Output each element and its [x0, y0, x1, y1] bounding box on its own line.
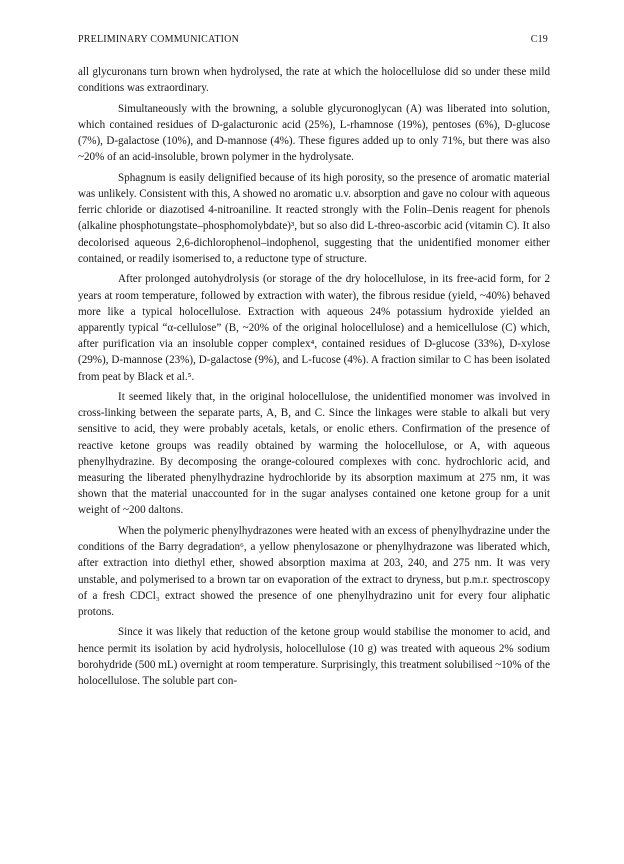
paragraph: It seemed likely that, in the original holocellulose, the unidentified monomer was involved in cross-linking between the separate parts, A, B, and C. Since the linkages were stable to alkali but very sensitive to acid, they were probably acetals, ketals, or enolic ethers. Confirmation of the presence of reactive ketone groups was readily obtained by warming the holocellulose, or A, with aqueous phenylhydrazine. By decomposing the orange-coloured complexes with conc. hydrochloric acid, and measuring the liberated phenylhydrazine hydrochloride by its absorption maximum at 275 nm, it was shown that the material unaccounted for in the sugar analyses contained one ketone group for a unit weight of ~200 daltons. — [78, 391, 550, 517]
paragraph: Sphagnum is easily delignified because of its high porosity, so the presence of aromatic material was unlikely. Consistent with this, A showed no aromatic u.v. absorption and gave no colour with aqueous ferric chloride or diazotised 4-nitroaniline. It reacted strongly with the Folin–Denis reagent for phenols (alkaline phosphotungstate–phosphomolybdate)³, but so also did L-threo-ascorbic acid (vitamin C). It also decolorised aqueous 2,6-dichlorophenol–indophenol, suggesting that the unidentified monomer either contained, or readily isomerised to, a reductone type of structure. — [78, 171, 550, 265]
paragraph: all glycuronans turn brown when hydrolysed, the rate at which the holocellulose did so under these mild conditions was extraordinary. — [78, 66, 550, 95]
page-number: C19 — [530, 34, 548, 45]
running-title: PRELIMINARY COMMUNICATION — [78, 34, 240, 45]
paragraph: After prolonged autohydrolysis (or storage of the dry holocellulose, in its free-acid form, for 2 years at room temperature, followed by extraction with water), the fibrous residue (yield, ~40%) behaved more like a typical holocellulose. Extraction with aqueous 24% potassium hydroxide yielded an apparently typical “α-cellulose” (B, ~20% of the original holocellulose) and a hemicellulose (C) which, after purification via an insoluble copper complex⁴, contained residues of D-glucose (33%), D-xylose (29%), D-mannose (23%), D-galactose (9%), and L-fucose (4%). A fraction similar to C has been isolated from peat by Black et al.⁵. — [78, 273, 550, 383]
paragraph: Since it was likely that reduction of the ketone group would stabilise the monomer to acid, and hence permit its isolation by acid hydrolysis, holocellulose (10 g) was treated with aqueous 2% sodium borohydride (500 mL) overnight at room temperature. Surprisingly, this treatment solubilised ~10% of the holocellulose. The soluble part con- — [78, 626, 550, 688]
running-header — [78, 34, 548, 50]
paragraph: Simultaneously with the browning, a soluble glycuronoglycan (A) was liberated into solution, which contained residues of D-galacturonic acid (25%), L-rhamnose (19%), pentoses (6%), D-glucose (7%), D-galactose (10%), and D-mannose (4%). These figures added up to only 71%, but there was also ~20% of an acid-insoluble, brown polymer in the hydrolysate. — [78, 102, 550, 164]
article-body — [78, 64, 550, 694]
paragraph: When the polymeric phenylhydrazones were heated with an excess of phenylhydrazine under the conditions of the Barry degradation⁶, a yellow phenylosazone or phenylhydrazone was liberated which, after extraction into diethyl ether, showed absorption maxima at 203, 240, and 275 nm. It was very unstable, and polymerised to a brown tar on evaporation of the extract to dryness, but p.m.r. spectroscopy of a fresh CDCl₃ extract showed the presence of one phenylhydrazino unit for every four aliphatic protons. — [78, 524, 550, 618]
